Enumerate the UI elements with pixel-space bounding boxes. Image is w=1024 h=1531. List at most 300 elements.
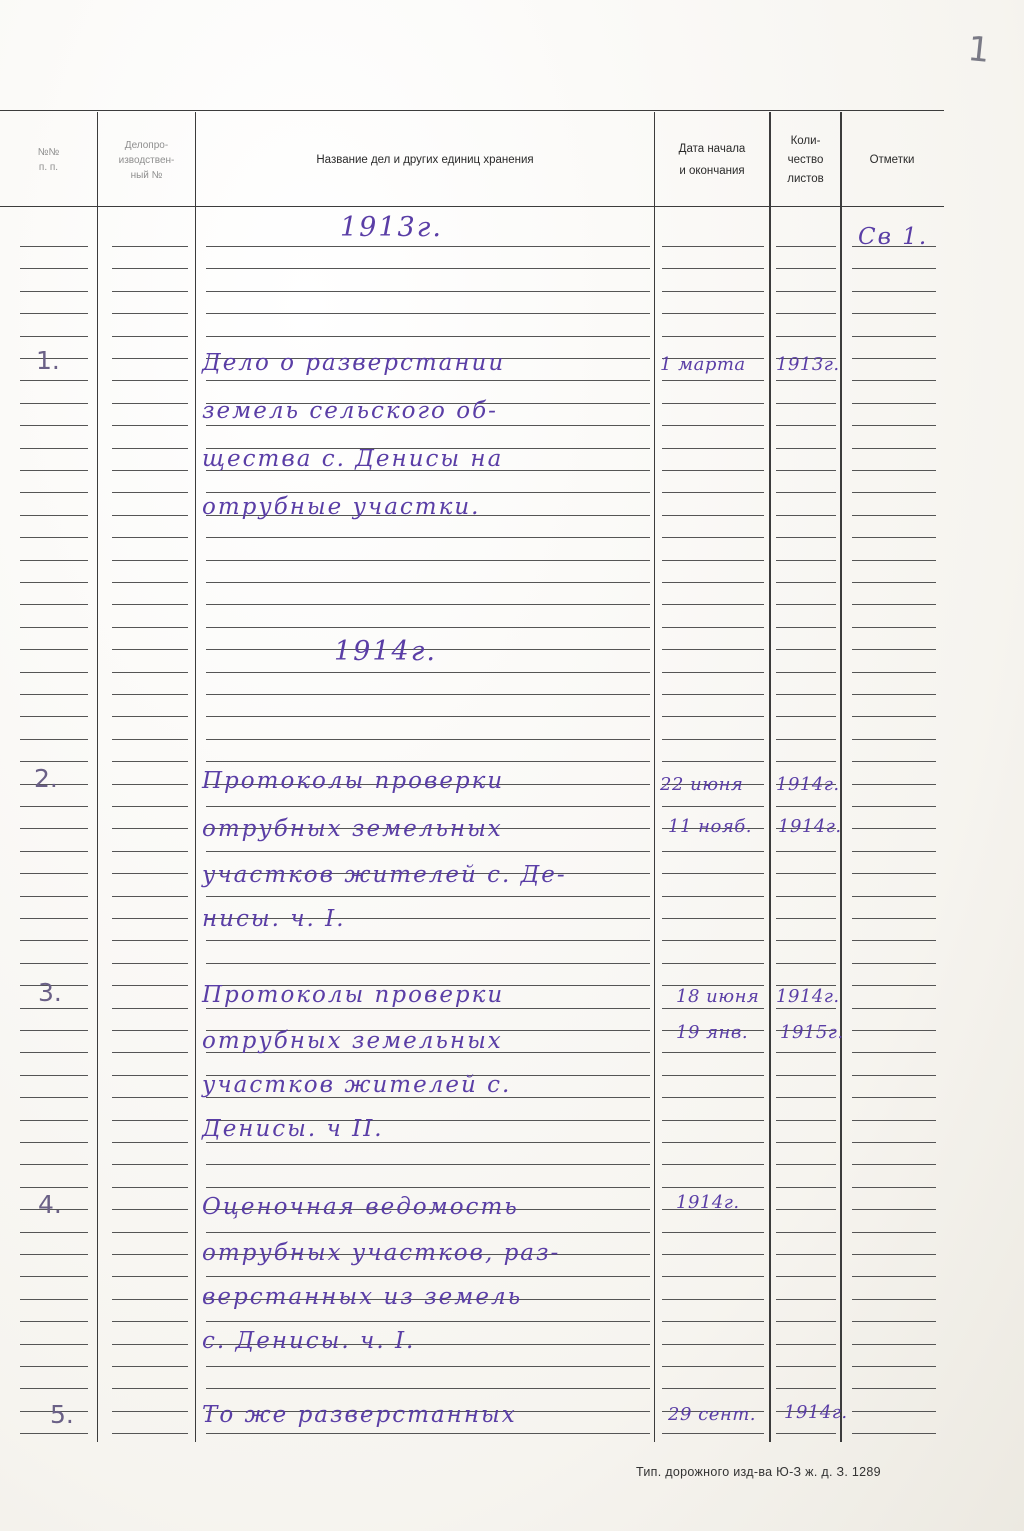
ruled-line: [112, 1209, 188, 1210]
column-divider: [195, 112, 196, 1442]
ruled-line: [20, 537, 88, 538]
ruled-line: [852, 515, 936, 516]
ruled-line: [776, 604, 836, 605]
ruled-line: [776, 1232, 836, 1233]
entry-title-line: отрубных участков, раз-: [202, 1240, 561, 1266]
ruled-line: [776, 515, 836, 516]
ruled-line: [776, 1097, 836, 1098]
ruled-line: [776, 403, 836, 404]
ruled-line: [206, 537, 650, 538]
ruled-line: [112, 851, 188, 852]
ruled-line: [112, 1344, 188, 1345]
ruled-line: [20, 403, 88, 404]
ruled-line: [852, 1254, 936, 1255]
ruled-line: [852, 380, 936, 381]
ruled-line: [852, 604, 936, 605]
ruled-line: [662, 1075, 764, 1076]
ruled-line: [112, 918, 188, 919]
ruled-line: [776, 448, 836, 449]
ruled-line: [852, 985, 936, 986]
ruled-line: [662, 1008, 764, 1009]
ruled-line: [776, 896, 836, 897]
ruled-line: [852, 537, 936, 538]
ruled-line: [776, 246, 836, 247]
ruled-line: [662, 336, 764, 337]
year-heading-1913: 1913г.: [340, 212, 443, 243]
ruled-line: [206, 627, 650, 628]
ruled-line: [112, 560, 188, 561]
ruled-line: [662, 851, 764, 852]
ruled-line: [112, 896, 188, 897]
ruled-line: [662, 515, 764, 516]
ruled-line: [112, 1276, 188, 1277]
ruled-line: [662, 940, 764, 941]
ruled-line: [776, 649, 836, 650]
ruled-line: [112, 604, 188, 605]
ruled-line: [20, 694, 88, 695]
ruled-line: [20, 582, 88, 583]
ruled-line: [662, 403, 764, 404]
ruled-line: [206, 291, 650, 292]
ruled-line: [776, 1299, 836, 1300]
ruled-line: [206, 672, 650, 673]
ruled-line: [852, 1276, 936, 1277]
ruled-line: [776, 873, 836, 874]
ruled-line: [206, 1008, 650, 1009]
ruled-line: [852, 582, 936, 583]
column-divider: [97, 112, 98, 1442]
ruled-line: [112, 1075, 188, 1076]
ruled-line: [662, 1321, 764, 1322]
ruled-line: [852, 1232, 936, 1233]
ruled-line: [20, 1142, 88, 1143]
ruled-line: [20, 1120, 88, 1121]
ruled-line: [206, 246, 650, 247]
header-notes: Отметки: [869, 154, 915, 166]
page-number-mark: 1: [965, 28, 992, 72]
ruled-line: [206, 896, 650, 897]
ruled-line: [20, 492, 88, 493]
entry-title-line: нисы. ч. I.: [202, 906, 346, 932]
ruled-line: [776, 492, 836, 493]
ruled-line: [852, 918, 936, 919]
ruled-line: [206, 739, 650, 740]
ruled-line: [112, 1052, 188, 1053]
ruled-line: [852, 492, 936, 493]
ruled-line: [112, 1120, 188, 1121]
ruled-line: [852, 291, 936, 292]
ruled-line: [112, 448, 188, 449]
ruled-line: [852, 716, 936, 717]
ruled-line: [20, 1187, 88, 1188]
ruled-line: [776, 336, 836, 337]
ruled-line: [776, 313, 836, 314]
ruled-line: [112, 1142, 188, 1143]
ruled-line: [206, 806, 650, 807]
ruled-line: [776, 1187, 836, 1188]
ruled-line: [776, 1276, 836, 1277]
entry-title-line: участков жителей с. Де-: [202, 862, 567, 888]
ruled-line: [20, 560, 88, 561]
ruled-line: [852, 560, 936, 561]
ruled-line: [20, 1299, 88, 1300]
ruled-line: [852, 1344, 936, 1345]
entry-year-start: 1914г.: [776, 774, 840, 795]
ruled-line: [20, 918, 88, 919]
ruled-line: [852, 1142, 936, 1143]
ruled-line: [662, 582, 764, 583]
ruled-line: [852, 739, 936, 740]
ruled-line: [112, 1433, 188, 1434]
ruled-line: [112, 470, 188, 471]
entry-date-start: 22 июня: [660, 774, 744, 795]
ruled-line: [20, 1344, 88, 1345]
ruled-line: [662, 246, 764, 247]
header-title: Название дел и других единиц хранения: [316, 154, 534, 166]
ruled-line: [20, 1321, 88, 1322]
ruled-line: [112, 761, 188, 762]
ruled-line: [206, 1366, 650, 1367]
entry-title-line: с. Денисы. ч. I.: [202, 1328, 416, 1354]
ruled-line: [112, 358, 188, 359]
ruled-line: [776, 918, 836, 919]
ruled-line: [776, 1075, 836, 1076]
ruled-line: [852, 896, 936, 897]
ruled-line: [852, 470, 936, 471]
ruled-line: [112, 336, 188, 337]
entry-title-line: Дело о разверстании: [202, 350, 506, 376]
ruled-line: [852, 1052, 936, 1053]
ruled-line: [662, 896, 764, 897]
entry-number: 2.: [34, 764, 58, 793]
ruled-line: [20, 1075, 88, 1076]
ruled-line: [852, 694, 936, 695]
ruled-line: [112, 1366, 188, 1367]
ruled-line: [852, 1097, 936, 1098]
ruled-line: [20, 448, 88, 449]
entry-title-line: щества с. Денисы на: [202, 446, 504, 472]
ruled-line: [662, 313, 764, 314]
entry-title-line: участков жителей с.: [202, 1072, 512, 1098]
ruled-line: [20, 425, 88, 426]
ruled-line: [662, 291, 764, 292]
ruled-line: [112, 1164, 188, 1165]
ruled-line: [852, 851, 936, 852]
entry-date-end: 11 нояб.: [668, 816, 752, 837]
ruled-line: [776, 1164, 836, 1165]
header-office-number: Делопро- изводствен- ный №: [118, 139, 175, 181]
ruled-line: [662, 1433, 764, 1434]
header-num: №№ п. п.: [37, 147, 60, 173]
ruled-line: [776, 963, 836, 964]
ruled-line: [852, 313, 936, 314]
ruled-line: [206, 582, 650, 583]
entry-number: 5.: [50, 1400, 74, 1429]
entry-title-line: Денисы. ч II.: [202, 1116, 384, 1142]
entry-year-start: 1914г.: [784, 1402, 848, 1423]
ruled-line: [662, 761, 764, 762]
ruled-line: [852, 627, 936, 628]
ruled-line: [206, 1321, 650, 1322]
ruled-line: [776, 560, 836, 561]
ruled-line: [20, 313, 88, 314]
ruled-line: [852, 1075, 936, 1076]
entry-title-line: отрубных земельных: [202, 816, 503, 842]
ruled-line: [20, 1008, 88, 1009]
ruled-line: [852, 1164, 936, 1165]
entry-number: 3.: [38, 978, 62, 1007]
entry-title-line: То же разверстанных: [202, 1402, 517, 1428]
ruled-line: [112, 537, 188, 538]
ruled-line: [662, 425, 764, 426]
ruled-line: [112, 1232, 188, 1233]
ruled-line: [206, 1142, 650, 1143]
ruled-line: [112, 739, 188, 740]
ruled-line: [662, 470, 764, 471]
year-heading-1914: 1914г.: [334, 636, 437, 667]
ruled-line: [852, 448, 936, 449]
entry-title-line: земель сельского об-: [202, 398, 498, 424]
ruled-line: [662, 918, 764, 919]
entry-date-start: 1914г.: [676, 1192, 740, 1213]
ruled-line: [112, 806, 188, 807]
ruled-line: [662, 1187, 764, 1188]
ruled-line: [852, 1411, 936, 1412]
ruled-line: [112, 1411, 188, 1412]
ruled-line: [20, 873, 88, 874]
ruled-line: [20, 1097, 88, 1098]
entry-title-line: отрубные участки.: [202, 494, 481, 520]
ruled-line: [662, 627, 764, 628]
ruled-line: [852, 784, 936, 785]
ruled-line: [776, 1254, 836, 1255]
ruled-line: [662, 1254, 764, 1255]
ruled-line: [206, 940, 650, 941]
entry-date-end: 19 янв.: [676, 1022, 749, 1043]
ruled-line: [20, 1433, 88, 1434]
ruled-line: [776, 1120, 836, 1121]
ruled-line: [776, 582, 836, 583]
ruled-line: [662, 1344, 764, 1345]
ruled-line: [662, 806, 764, 807]
entry-year-start: 1913г.: [776, 354, 840, 375]
ruled-line: [662, 1120, 764, 1121]
ruled-line: [112, 784, 188, 785]
ruled-line: [20, 1232, 88, 1233]
ruled-line: [20, 1164, 88, 1165]
ruled-line: [20, 649, 88, 650]
ruled-line: [776, 694, 836, 695]
ruled-line: [20, 940, 88, 941]
ruled-line: [112, 268, 188, 269]
ruled-line: [662, 604, 764, 605]
ruled-line: [662, 716, 764, 717]
ruled-line: [852, 761, 936, 762]
ruled-line: [20, 336, 88, 337]
ruled-line: [112, 963, 188, 964]
printer-imprint: Тип. дорожного изд-ва Ю-З ж. д. З. 1289: [636, 1465, 881, 1479]
ruled-line: [112, 313, 188, 314]
ruled-line: [206, 694, 650, 695]
ruled-line: [20, 761, 88, 762]
ruled-line: [852, 1008, 936, 1009]
ruled-line: [776, 1321, 836, 1322]
ruled-line: [206, 336, 650, 337]
ruled-line: [662, 873, 764, 874]
ruled-line: [852, 1030, 936, 1031]
ruled-line: [20, 268, 88, 269]
ruled-line: [852, 1321, 936, 1322]
ruled-line: [20, 963, 88, 964]
ruled-line: [20, 380, 88, 381]
ruled-line: [852, 1120, 936, 1121]
ruled-line: [112, 492, 188, 493]
ruled-line: [20, 1052, 88, 1053]
ruled-line: [112, 1097, 188, 1098]
ruled-line: [662, 537, 764, 538]
ruled-line: [112, 1299, 188, 1300]
ruled-line: [206, 268, 650, 269]
ruled-line: [20, 515, 88, 516]
ruled-line: [20, 246, 88, 247]
ruled-line: [776, 739, 836, 740]
ruled-line: [20, 1388, 88, 1389]
ruled-line: [112, 403, 188, 404]
ruled-line: [776, 1433, 836, 1434]
ruled-line: [776, 1052, 836, 1053]
entry-title-line: отрубных земельных: [202, 1028, 503, 1054]
ruled-line: [112, 515, 188, 516]
ruled-line: [776, 761, 836, 762]
ruled-line: [852, 425, 936, 426]
ruled-line: [206, 1187, 650, 1188]
ruled-line: [112, 1254, 188, 1255]
ruled-line: [20, 806, 88, 807]
ruled-line: [112, 380, 188, 381]
bundle-note: Св 1.: [858, 224, 929, 250]
column-divider: [654, 112, 655, 1442]
entry-year-end: 1915г.: [780, 1022, 844, 1043]
ruled-line: [112, 582, 188, 583]
ruled-line: [852, 828, 936, 829]
ruled-line: [206, 380, 650, 381]
ruled-line: [852, 940, 936, 941]
ruled-line: [20, 291, 88, 292]
ruled-line: [662, 492, 764, 493]
ruled-line: [206, 716, 650, 717]
entry-date-start: 29 сент.: [668, 1404, 757, 1425]
ruled-line: [776, 380, 836, 381]
column-divider: [840, 112, 842, 1442]
entry-title-line: Протоколы проверки: [202, 982, 505, 1008]
ruled-line: [662, 268, 764, 269]
ruled-line: [206, 492, 650, 493]
ruled-line: [662, 649, 764, 650]
entry-title-line: Протоколы проверки: [202, 768, 505, 794]
ruled-line: [776, 1388, 836, 1389]
ruled-line: [20, 470, 88, 471]
ruled-line: [852, 1187, 936, 1188]
ruled-line: [206, 560, 650, 561]
ruled-line: [776, 470, 836, 471]
ruled-line: [662, 1276, 764, 1277]
ruled-line: [776, 291, 836, 292]
ruled-line: [112, 627, 188, 628]
ruled-line: [776, 806, 836, 807]
ruled-line: [776, 672, 836, 673]
ruled-line: [20, 896, 88, 897]
ruled-line: [20, 739, 88, 740]
ruled-line: [662, 560, 764, 561]
ruled-line: [776, 627, 836, 628]
ruled-line: [776, 1008, 836, 1009]
ruled-line: [662, 1142, 764, 1143]
ruled-line: [662, 448, 764, 449]
ruled-line: [112, 1008, 188, 1009]
ruled-line: [852, 649, 936, 650]
ruled-line: [206, 851, 650, 852]
column-divider: [769, 112, 771, 1442]
ruled-line: [776, 1209, 836, 1210]
ruled-line: [852, 1366, 936, 1367]
ruled-line: [20, 604, 88, 605]
ruled-line: [776, 851, 836, 852]
ruled-line: [776, 1344, 836, 1345]
ruled-line: [852, 963, 936, 964]
ruled-line: [776, 537, 836, 538]
ruled-line: [20, 1254, 88, 1255]
ruled-line: [776, 425, 836, 426]
ruled-line: [206, 963, 650, 964]
ruled-line: [206, 1232, 650, 1233]
ruled-line: [662, 672, 764, 673]
ruled-line: [852, 1388, 936, 1389]
ruled-line: [206, 1164, 650, 1165]
entry-title-line: Оценочная ведомость: [202, 1194, 519, 1220]
ruled-line: [20, 1366, 88, 1367]
ruled-line: [112, 649, 188, 650]
ruled-line: [20, 828, 88, 829]
ruled-line: [112, 1187, 188, 1188]
ruled-line: [112, 1388, 188, 1389]
entry-number: 1.: [36, 346, 60, 375]
ruled-line: [776, 940, 836, 941]
ruled-line: [852, 1299, 936, 1300]
ruled-line: [852, 1209, 936, 1210]
ruled-line: [662, 1388, 764, 1389]
ruled-line: [852, 873, 936, 874]
ruled-line: [206, 425, 650, 426]
ruled-line: [776, 716, 836, 717]
ruled-line: [662, 1097, 764, 1098]
ruled-line: [112, 291, 188, 292]
ruled-line: [112, 694, 188, 695]
ruled-line: [852, 268, 936, 269]
entry-number: 4.: [38, 1190, 62, 1219]
ruled-line: [852, 403, 936, 404]
entry-date-start: 18 июня: [676, 986, 760, 1007]
ruled-line: [112, 246, 188, 247]
ruled-line: [662, 739, 764, 740]
ruled-line: [852, 358, 936, 359]
ruled-line: [206, 1276, 650, 1277]
ruled-line: [206, 761, 650, 762]
ruled-line: [112, 672, 188, 673]
ruled-line: [112, 425, 188, 426]
ruled-line: [20, 627, 88, 628]
entry-date-start: 1 марта: [660, 354, 746, 375]
ruled-line: [662, 1299, 764, 1300]
